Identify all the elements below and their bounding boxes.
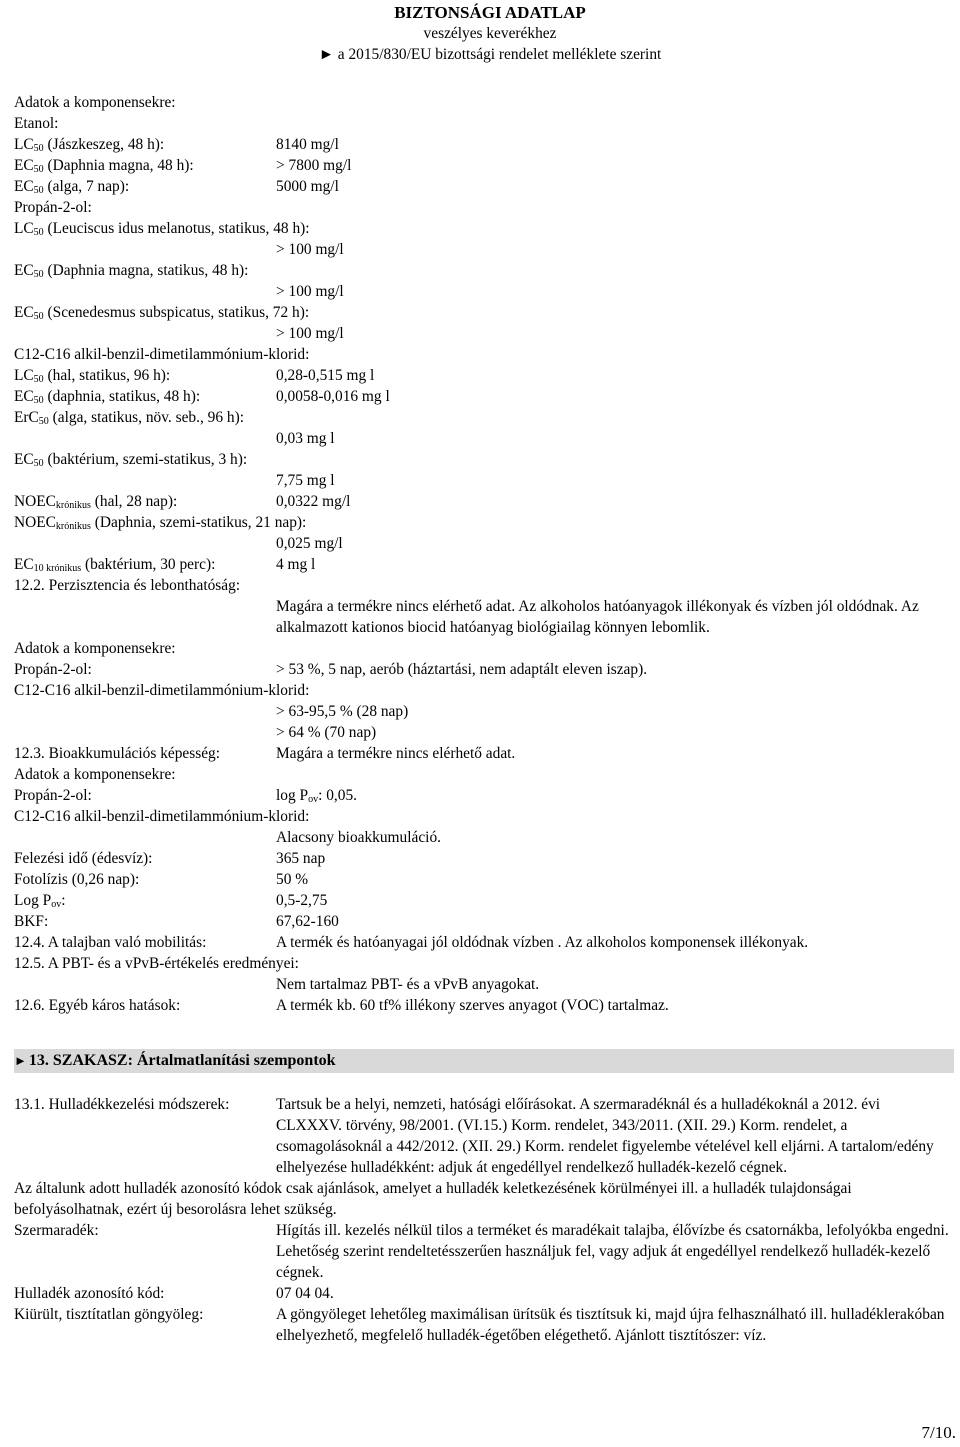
tox-row [14,554,949,575]
components-heading: Adatok a komponensekre: [14,94,176,111]
halflife-label: Felezési idő (édesvíz): [14,850,153,867]
photolysis-label: Fotolízis (0,26 nap): [14,871,140,888]
property-row [14,848,949,869]
propanol-logpov-value: $\log P_{ov}$: 0,05. [276,787,357,805]
waste-code-value: 07 04 04. [276,1285,334,1302]
propanol-degradation-value: > 53 %, 5 nap, aerób (háztartási, nem adaptált eleven iszap). [276,661,648,678]
tox-label: $EC_{50}$ (Scenedesmus subspicatus, statikus, 72 h): [14,304,310,322]
section-12-2-heading: 12.2. Perzisztencia és lebonthatóság: [14,577,241,594]
tox-label: $LC_{50}$ (Jászkeszeg, 48 h): [14,136,165,154]
tox-row [14,365,949,386]
tox-row [14,176,949,197]
bkf-value: 67,62-160 [276,913,339,930]
tox-label: $NOEC_{krónikus}$ (hal, 28 nap): [14,493,178,511]
degradation-row [14,659,949,680]
tox-row [14,386,949,407]
section-12-6-text: A termék kb. 60 tf% illékony szerves anyagot (VOC) tartalmaz. [276,997,669,1014]
tox-value: > 100 mg/l [276,241,344,258]
tox-label: $LC_{50}$ (hal, statikus, 96 h): [14,367,171,385]
tox-value: > 100 mg/l [276,325,344,342]
tox-label: $EC_{50}$ (Daphnia magna, 48 h): [14,157,194,175]
propanol-label: Propán-2-ol: [14,787,92,804]
section-12-content [14,92,949,1016]
section-12-2-text: Magára a termékre nincs elérhető adat. Az alkoholos hatóanyagok illékonyak és vízben jól oldódnak. Az alkalmazott kationos biocid hatóanyag biológiailag könnyen lebomlik. [276,598,919,636]
quat-heading: C12-C16 alkil-benzil-dimetilammónium-klorid: [14,808,310,825]
logpov-label: Log $P_{ov}$: [14,892,66,910]
section-12-5-text: Nem tartalmaz PBT- és a vPvB anyagokat. [276,976,540,993]
quat-degradation-value: > 64 % (70 nap) [276,724,377,741]
tox-value: > 100 mg/l [276,283,344,300]
property-row [14,911,949,932]
tox-value: 7,75 mg l [276,472,335,489]
document-title: BIZTONSÁGI ADATLAP [394,3,586,22]
tox-label: $LC_{50}$ (Leuciscus idus melanotus, statikus, 48 h): [14,220,310,238]
logpov-value: 0,5-2,75 [276,892,328,909]
regulation-reference: ► a 2015/830/EU bizottsági rendelet melléklete szerint [318,46,662,63]
waste-code-row [14,1283,949,1304]
packaging-row [14,1304,949,1346]
section-12-4-text: A termék és hatóanyagai jól oldódnak vízben . Az alkoholos komponensek illékonyak. [276,934,809,951]
section-12-4-heading: 12.4. A talajban való mobilitás: [14,934,207,951]
tox-label: $EC_{50}$ (daphnia, statikus, 48 h): [14,388,201,406]
quat-degradation-value: > 63-95,5 % (28 nap) [276,703,409,720]
section-12-3-heading: 12.3. Bioakkumulációs képesség: [14,745,221,762]
section-arrow-icon: ► [14,1053,27,1068]
section-12-6-row [14,995,949,1016]
tox-row [14,155,949,176]
property-row [14,869,949,890]
bkf-label: BKF: [14,913,49,930]
ethanol-heading: Etanol: [14,115,59,132]
section-13-1-heading: 13.1. Hulladékkezelési módszerek: [14,1096,230,1113]
section-13-title: 13. SZAKASZ: Ártalmatlanítási szempontok [28,1052,336,1069]
section-12-4-row [14,932,949,953]
quat-heading: C12-C16 alkil-benzil-dimetilammónium-klorid: [14,682,310,699]
section-13-content [14,1094,949,1346]
tox-value: 0,0058-0,016 mg l [276,388,390,405]
propanol-label: Propán-2-ol: [14,661,92,678]
page-number: 7/10. [921,1423,956,1442]
tox-value: 0,0322 mg/l [276,493,351,510]
bioaccumulation-row [14,785,949,806]
tox-label: $EC_{10 krónikus}$ (baktérium, 30 perc): [14,556,216,574]
document-header [240,2,740,65]
document-subtitle: veszélyes keverékhez [423,25,557,42]
tox-value: 0,025 mg/l [276,535,343,552]
tox-label: ErC$_{50}$ (alga, statikus, növ. seb., 96 h): [14,409,244,427]
section-13-header [14,1049,954,1073]
tox-row [14,491,949,512]
components-heading: Adatok a komponensekre: [14,766,176,783]
section-13-1-text: Tartsuk be a helyi, nemzeti, hatósági előírásokat. A szermaradéknál és a hulladékoknál a 2012. évi CLXXXV. törvény, 98/2001. (VI.15.) Korm. rendelet, 343/2011. (XII. 29.) Korm. rendelet, a csomagolásoknál a 442/2012. (XII. 29.) Korm. rendelet figyelembe vételével kell eljárni. A tartalom/edény elhelyezése hulladékként: adjuk át engedéllyel rendelkező hulladék-kezelő cégnek. [276,1096,934,1176]
waste-code-label: Hulladék azonosító kód: [14,1285,165,1302]
residue-text: Hígítás ill. kezelés nélkül tilos a terméket és maradékait talajba, élővízbe és csatornákba, lefolyókba engedni. Lehetőség szerint rendeltetésszerűen használjuk fel, vagy adjuk át engedéllyel rendelkező hulladék-kezelő cégnek. [276,1222,949,1281]
halflife-value: 365 nap [276,850,326,867]
components-heading: Adatok a komponensekre: [14,640,176,657]
waste-code-note: Az általunk adott hulladék azonosító kódok csak ajánlások, amelyet a hulladék keletkezésének körülményei ill. a hulladék tulajdonságai befolyásolhatnak, ezért új besorolásra lehet szükség. [14,1180,852,1218]
tox-value: 0,28-0,515 mg l [276,367,375,384]
quat-bioaccumulation-value: Alacsony bioakkumuláció. [276,829,441,846]
tox-label: $EC_{50}$ (baktérium, szemi-statikus, 3 h): [14,451,248,469]
residue-row [14,1220,949,1283]
tox-value: > 7800 mg/l [276,157,352,174]
residue-label: Szermaradék: [14,1222,99,1239]
quat-heading: C12-C16 alkil-benzil-dimetilammónium-klorid: [14,346,310,363]
tox-value: 5000 mg/l [276,178,339,195]
property-row [14,890,949,911]
tox-label: $EC_{50}$ (Daphnia magna, statikus, 48 h): [14,262,249,280]
tox-value: 4 mg l [276,556,316,573]
tox-label: $NOEC_{krónikus}$ (Daphnia, szemi-statikus, 21 nap): [14,514,307,532]
photolysis-value: 50 % [276,871,309,888]
packaging-label: Kiürült, tisztítatlan göngyöleg: [14,1306,204,1323]
tox-label: $EC_{50}$ (alga, 7 nap): [14,178,130,196]
tox-value: 0,03 mg l [276,430,335,447]
tox-row [14,134,949,155]
tox-value: 8140 mg/l [276,136,339,153]
section-12-6-heading: 12.6. Egyéb káros hatások: [14,997,181,1014]
propanol-heading: Propán-2-ol: [14,199,92,216]
packaging-text: A göngyöleget lehetőleg maximálisan ürítsük és tisztítsuk ki, majd újra felhasználható ill. hulladéklerakóban elhelyezhető, megfelelő hulladék-égetőben elégethető. Ajánlott tisztítószer: víz. [276,1306,945,1344]
section-12-3-row [14,743,949,764]
section-12-5-heading: 12.5. A PBT- és a vPvB-értékelés eredményei: [14,955,299,972]
section-13-1-row [14,1094,949,1178]
section-12-3-text: Magára a termékre nincs elérhető adat. [276,745,516,762]
